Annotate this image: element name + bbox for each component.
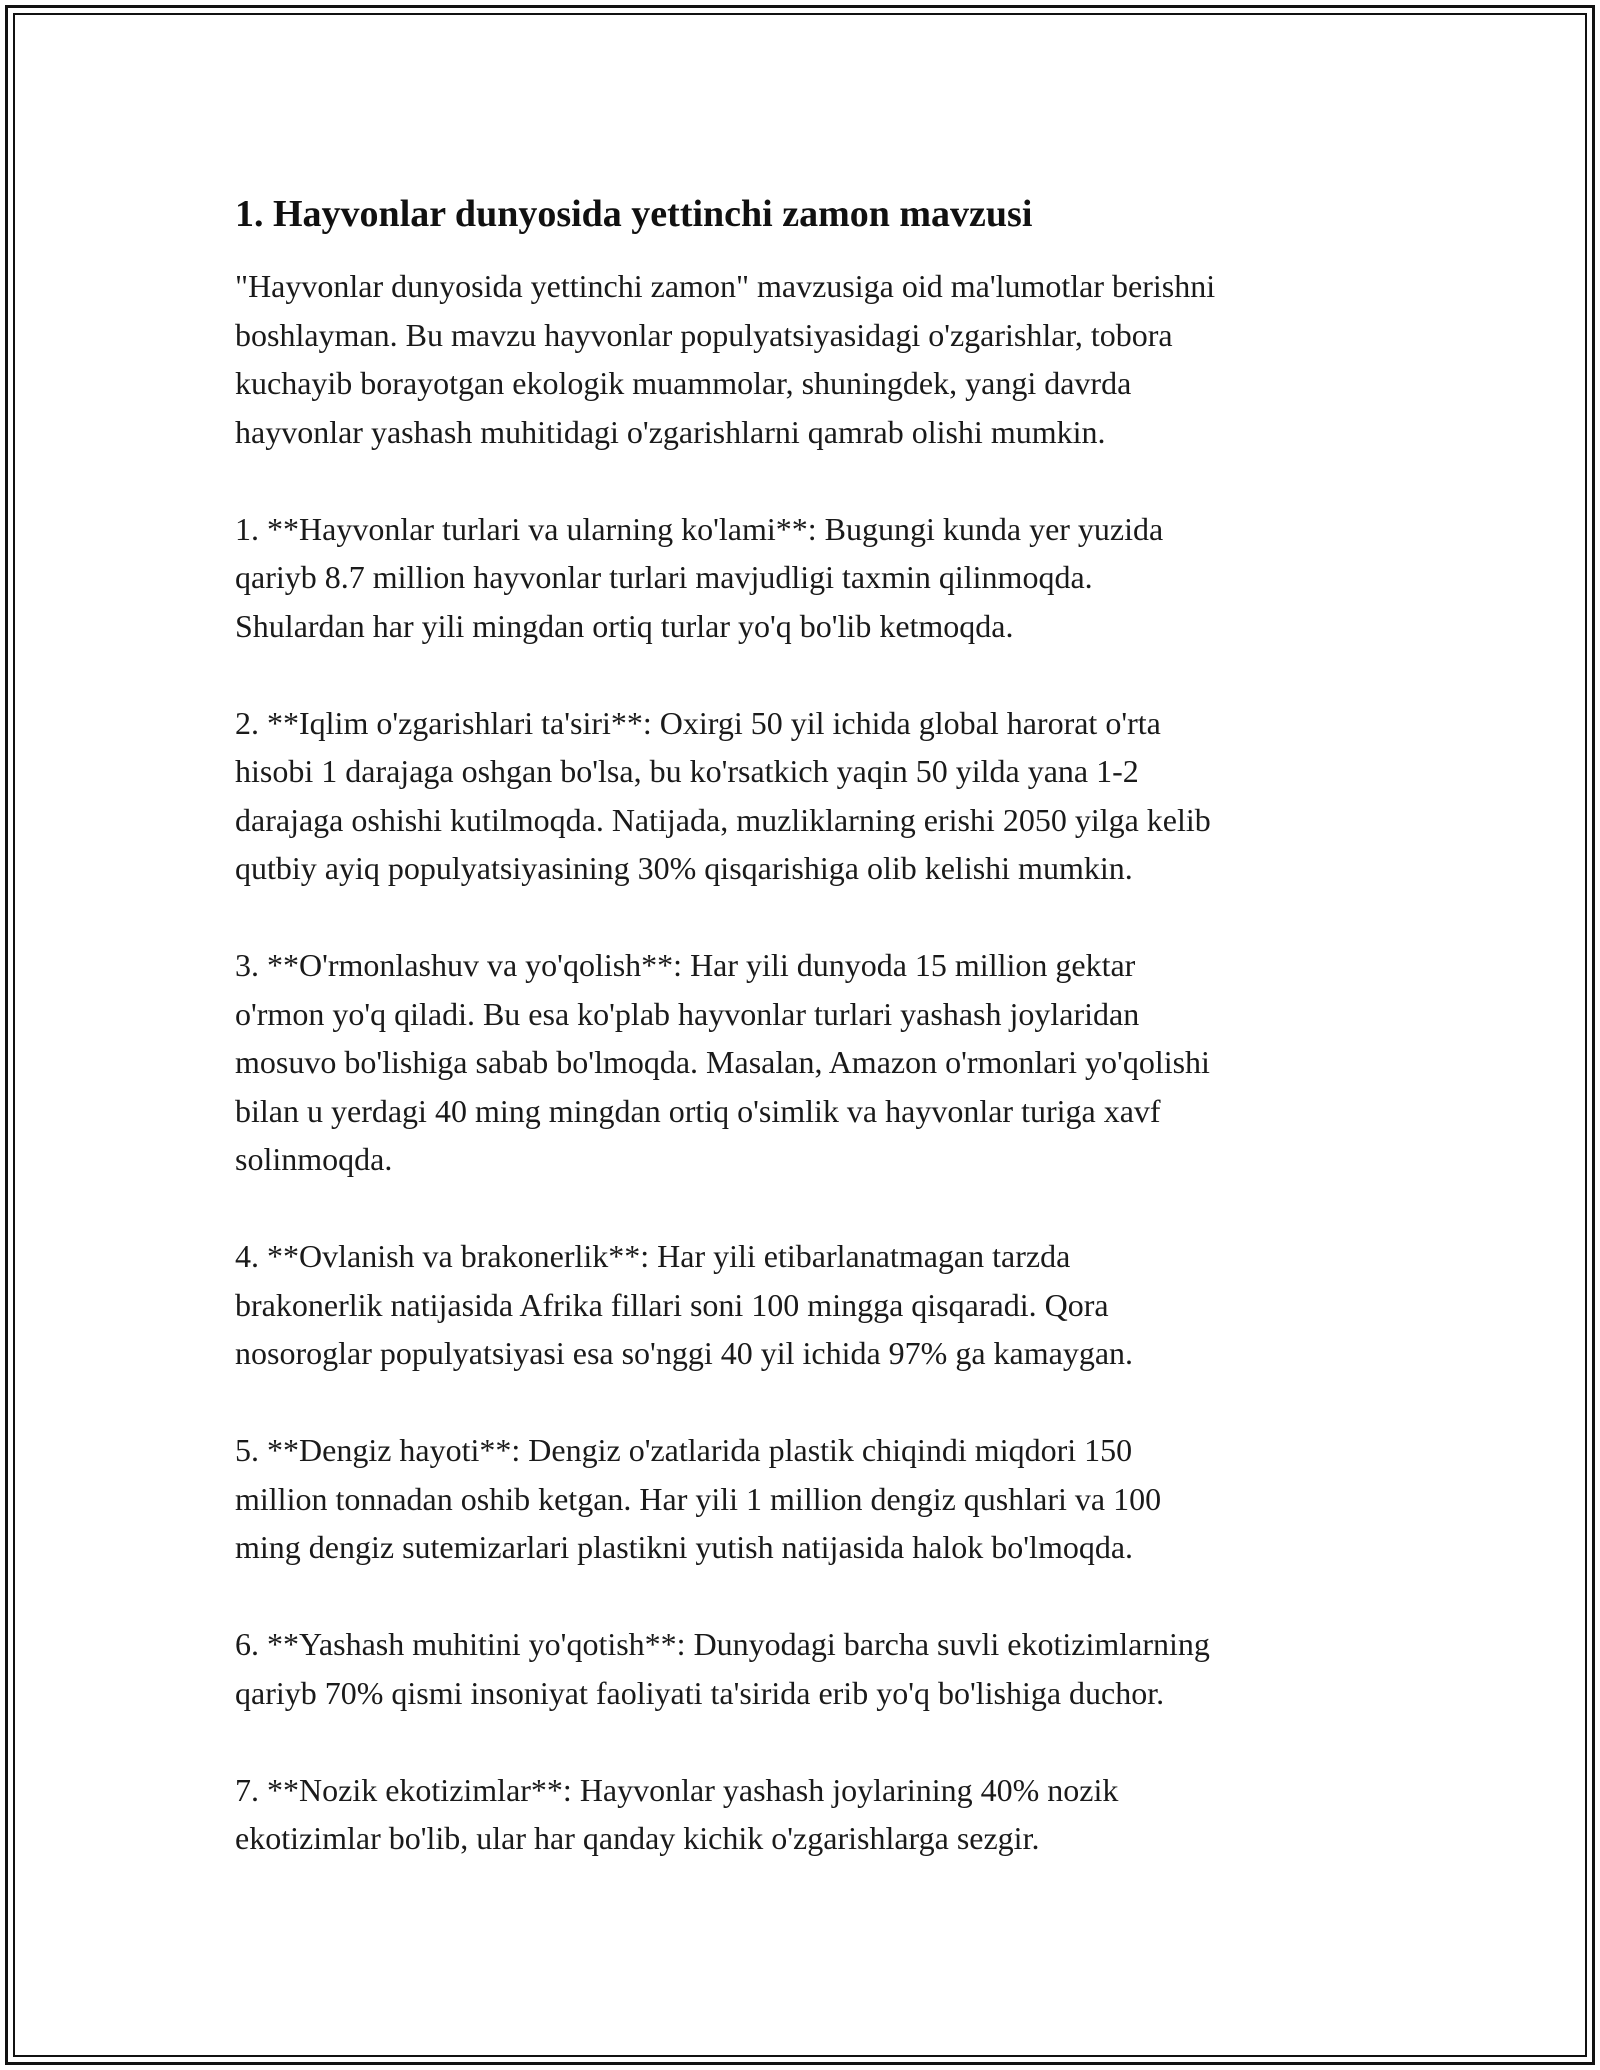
list-item-deforestation: 3. **O'rmonlashuv va yo'qolish**: Har yili dunyoda 15 million gektar o'rmon yo'q qiladi. Bu esa ko'plab hayvonlar turlari yashash joylaridan mosuvo bo'lishiga sabab bo'lmoqda. Masalan, Amazon o'rmonlari yo'qolishi bilan u yerdagi 40 ming mingdan ortiq o'simlik va hayvonlar turiga xavf solinmoqda.	[235, 947, 1210, 1177]
list-item-species: 1. **Hayvonlar turlari va ularning ko'lami**: Bugungi kunda yer yuzida qariyb 8.7 million hayvonlar turlari mavjudligi taxmin qilinmoqda. Shulardan har yili mingdan ortiq turlar yo'q bo'lib ketmoqda.	[235, 510, 1164, 644]
intro-paragraph: "Hayvonlar dunyosida yettinchi zamon" mavzusiga oid ma'lumotlar berishni boshlayman. Bu mavzu hayvonlar populyatsiyasidagi o'zgarishlar, tobora kuchayib borayotgan ekologik muammolar, shuningdek, yangi davrda hayvonlar yashash muhitidagi o'zgarishlarni qamrab olishi mumkin.	[235, 268, 1216, 450]
list-item-fragile-ecosystems: 7. **Nozik ekotizimlar**: Hayvonlar yashash joylarining 40% nozik ekotizimlar bo'lib, ular har qanday kichik o'zgarishlarga sezgir.	[235, 1771, 1119, 1856]
list-item-poaching: 4. **Ovlanish va brakonerlik**: Har yili etibarlanatmagan tarzda brakonerlik natijasida Afrika fillari soni 100 mingga qisqaradi. Qora nosoroglar populyatsiyasi esa so'nggi 40 yil ichida 97% ga kamaygan.	[235, 1238, 1134, 1371]
list-item-habitat-loss: 6. **Yashash muhitini yo'qotish**: Dunyodagi barcha suvli ekotizimlarning qariyb 70% qismi insoniyat faoliyati ta'sirida erib yo'q bo'lishiga duchor.	[235, 1626, 1210, 1711]
document-body	[235, 190, 1375, 1863]
document-heading: 1. Hayvonlar dunyosida yettinchi zamon mavzusi	[235, 193, 1033, 235]
list-item-climate: 2. **Iqlim o'zgarishlari ta'siri**: Oxirgi 50 yil ichida global harorat o'rta hisobi 1 darajaga oshgan bo'lsa, bu ko'rsatkich yaqin 50 yilda yana 1-2 darajaga oshishi kutilmoqda. Natijada, muzliklarning erishi 2050 yilga kelib qutbiy ayiq populyatsiyasining 30% qisqarishiga olib kelishi mumkin.	[235, 704, 1211, 886]
list-item-marine-life: 5. **Dengiz hayoti**: Dengiz o'zatlarida plastik chiqindi miqdori 150 million tonnadan oshib ketgan. Har yili 1 million dengiz qushlari va 100 ming dengiz sutemizarlari plastikni yutish natijasida halok bo'lmoqda.	[235, 1432, 1162, 1565]
